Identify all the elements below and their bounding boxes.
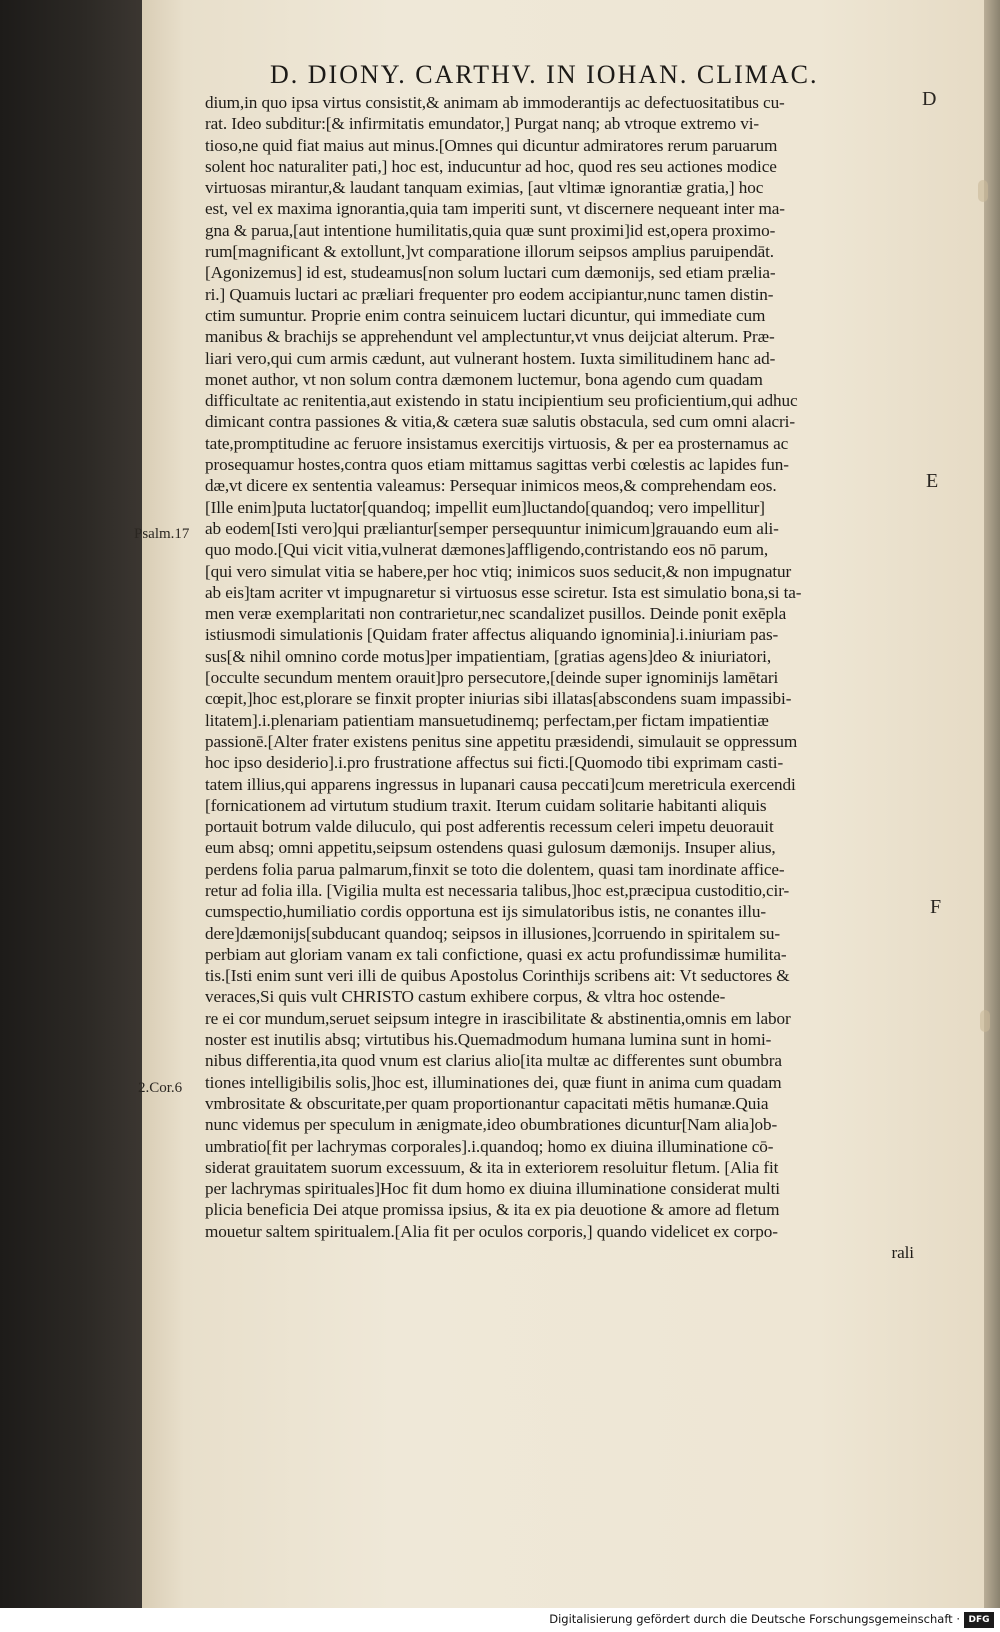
text-line: nunc videmus per speculum in ænigmate,ideo obumbrationes dicuntur[Nam alia]ob- [205,1115,778,1135]
text-line: men veræ exemplaritati non contrarietur,nec scandalizet pusillos. Deinde ponit exēpla [205,604,787,624]
text-line: rum[magnificant & extollunt,]vt comparatione illorum seipsos amplius paruipendāt. [205,242,774,262]
text-line: [Ille enim]puta luctator[quandoq; impellit eum]luctando[quandoq; vero impellitur] [205,497,765,517]
text-line: quo modo.[Qui vicit vitia,vulnerat dæmones]affligendo,contristando eos nō parum, [205,540,769,560]
text-line: portauit botrum valde diluculo, qui post adferentis recessum celeri impetu deuorauit [205,817,774,837]
text-line: veraces,Si quis vult CHRISTO castum exhibere corpus, & vltra hoc ostende- [205,987,726,1007]
text-line: cœpit,]hoc est,plorare se finxit propter iniurias sibi illatas[abscondens suam impassibi- [205,689,792,709]
text-line: vmbrositate & obscuritate,per quam proportionantur capacitati mētis humanæ.Quia [205,1093,769,1113]
text-line: tatem illius,qui apparens ingressus in lupanari causa peccati]cum meretricula exercendi [205,774,796,794]
body-text [205,92,920,1263]
text-line: ctim sumuntur. Proprie enim contra seinuicem luctari dicuntur, qui immediate cum [205,305,766,325]
text-line: hoc ipso desiderio].i.pro frustratione affectus sui ficti.[Quomodo tibi exprimam casti- [205,753,784,773]
text-line: prosequamur hostes,contra quos etiam mittamus sagittas verbi cœlestis ac lapides fun- [205,455,789,475]
text-line: [Agonizemus] id est, studeamus[non solum luctari cum dæmonijs, sed etiam prælia- [205,263,776,283]
text-line: tate,promptitudine ac feruore insistamus exercitijs virtuosis, & per ea prosternamus ac [205,433,789,453]
text-line: per lachrymas spirituales]Hoc fit dum homo ex diuina illuminatione considerat multi [205,1179,780,1199]
margin-letter-f: F [930,896,942,918]
text-line: gna & parua,[aut intentione humilitatis,quia quæ sunt proximi]id est,opera proximo- [205,220,776,240]
text-line: noster est inutilis absq; virtutibus his.Quemadmodum humana lumina sunt in homi- [205,1030,772,1050]
text-line: cumspectio,humiliatio cordis opportuna est ijs simulatoribus istis, ne conantes illu- [205,902,766,922]
text-line: [qui vero simulat vitia se habere,per hoc vtiq; inimicos suos seducit,& non impugnatur [205,561,792,581]
text-line: dimicant contra passiones & vitia,& cætera suæ salutis obstacula, sed cum omni alacri- [205,412,795,432]
text-line: ab eis]tam acriter vt impugnaretur si virtuosus esse sciretur. Ista est simulatio bona,si ta- [205,582,802,602]
text-line: tis.[Isti enim sunt veri illi de quibus Apostolus Corinthijs scribens ait: Vt seductores & [205,966,790,986]
dfg-logo: DFG [964,1612,994,1628]
scan-border [0,0,142,1608]
text-line: re ei cor mundum,seruet seipsum integre in irascibilitate & abstinentia,omnis em labor [205,1008,791,1028]
text-line: dere]dæmonijs[subducant quandoq; seipsos in illusiones,]corruendo in spiritalem su- [205,923,781,943]
text-line: virtuosas mirantur,& laudant tanquam eximias, [aut vltimæ ignorantiæ gratia,] hoc [205,178,764,198]
text-line: umbratio[fit per lachrymas corporales].i.quandoq; homo ex diuina illuminatione cō- [205,1136,774,1156]
page-stain [978,180,988,202]
footer-credit: Digitalisierung gefördert durch die Deutsche Forschungsgemeinschaft · [549,1612,960,1626]
text-line: manibus & brachijs se apprehendunt vel amplectuntur,vt vnus deijciat alterum. Præ- [205,327,775,347]
text-line: [occulte secundum mentem orauit]pro persecutore,[deinde super ignominijs lamētari [205,668,779,688]
text-line: nibus differentia,ita quod vnum est clarius alio[ita multæ ac differentes sunt obumbra [205,1051,782,1071]
margin-note-cor: 2.Cor.6 [138,1080,183,1096]
text-line: siderat grauitatem suorum excessuum, & ita in exteriorem resoluitur fletum. [Alia fit [205,1157,779,1177]
footer-bar [0,1608,1000,1632]
text-line: tiones intelligibilis solis,]hoc est, illuminationes dei, quæ fiunt in anima cum quadam [205,1072,782,1092]
catchword: rali [891,1243,914,1263]
text-line: litatem].i.plenariam patientiam mansuetudinemq; perfectam,per fictam impatientiæ [205,710,769,730]
text-line: ri.] Quamuis luctari ac præliari frequenter pro eodem accipiantur,nunc tamen distin- [205,284,774,304]
text-line: sus[& nihil omnino corde motus]per impatientiam, [gratias agens]deo & iniuriatori, [205,646,772,666]
text-line: ab eodem[Isti vero]qui præliantur[semper persequuntur inimicum]grauando eum ali- [205,518,779,538]
text-line: rat. Ideo subditur:[& infirmitatis emundator,] Purgat nanq; ab vtroque extremo vi- [205,114,760,134]
margin-letter-e: E [926,470,939,492]
text-line: mouetur saltem spiritualem.[Alia fit per oculos corporis,] quando videlicet ex corpo- [205,1221,778,1241]
page-stain [980,1010,990,1032]
text-line: monet author, vt non solum contra dæmonem luctemur, bona agendo cum quadam [205,369,763,389]
text-line: eum absq; omni appetitu,seipsum ostendens quasi gulosum dæmonijs. Insuper alius, [205,838,776,858]
text-line: plicia beneficia Dei atque promissa ipsius, & ita ex pia deuotione & amore ad fletum [205,1200,780,1220]
text-line: passionē.[Alter frater existens penitus sine appetitu præsidendi, simulauit se oppressum [205,731,798,751]
text-line: solent hoc naturaliter pati,] hoc est, inducuntur ad hoc, quod res seu actiones modice [205,156,777,176]
margin-letter-d: D [922,88,937,110]
running-title: D. DIONY. CARTHV. IN IOHAN. CLIMAC. [270,60,819,89]
text-line: tioso,ne quid fiat maius aut minus.[Omnes qui dicuntur admiratores rerum paruarum [205,135,778,155]
page-edge [984,0,1000,1608]
text-line: dæ,vt dicere ex sententia valeamus: Persequar inimicos meos,& comprehendam eos. [205,476,777,496]
text-line: est, vel ex maxima ignorantia,quia tam imperiti sunt, vt discernere nequeant inter ma- [205,199,785,219]
text-line: dium,in quo ipsa virtus consistit,& animam ab immoderantijs ac defectuositatibus cu- [205,93,785,112]
text-line: perbiam aut gloriam vanam ex tali confictione, quasi ex actu profundissimæ humilita- [205,944,787,964]
text-line: difficultate ac renitentia,aut existendo in statu incipientium seu proficientium,qui adhuc [205,391,798,411]
text-line: perdens folia parua palmarum,finxit se toto die dolentem, quasi tam inordinate affice- [205,859,785,879]
text-line: retur ad folia illa. [Vigilia multa est necessaria talibus,]hoc est,præcipua custoditio,cir- [205,880,790,900]
margin-note-psalm: Psalm.17 [134,526,190,542]
text-line: [fornicationem ad virtutum studium traxit. Iterum cuidam solitarie habitanti aliquis [205,795,767,815]
text-line: istiusmodi simulationis [Quidam frater affectus aliquando ignominia].i.iniuriam pas- [205,625,779,645]
text-line: liari vero,qui cum armis cædunt, aut vulnerant hostem. Iuxta similitudinem hanc ad- [205,348,776,368]
